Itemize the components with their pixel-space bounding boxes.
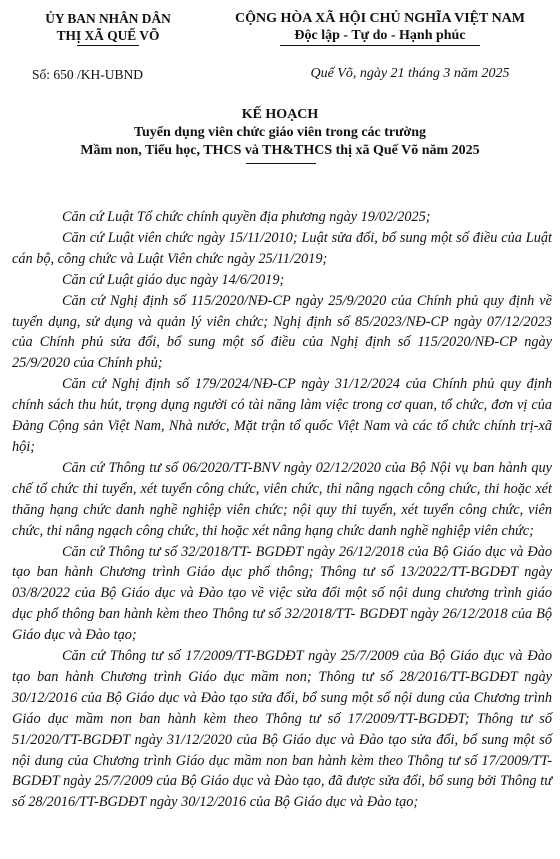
authority-line-1: ỦY BAN NHÂN DÂN	[45, 11, 171, 26]
legal-basis-section	[12, 207, 552, 813]
legal-basis-paragraph: Căn cứ Thông tư số 17/2009/TT-BGDĐT ngày 25/7/2009 của Bộ Giáo dục và Đào tạo ban hành Chương trình Giáo dục mầm non; Thông tư số 28/2016/TT-BGDĐT ngày 30/12/2016 của Bộ Giáo dục và Đào tạo sửa đổi, bổ sung một số nội dung của Chương trình Giáo dục mầm non ban hành kèm theo Thông tư số 17/2009/TT-BGDĐT; Thông tư số 51/2020/TT-BGDĐT ngày 31/12/2020 của Bộ Giáo dục và Đào tạo sửa đổi, bổ sung một số nội dung của Chương trình Giáo dục mầm non ban hành kèm theo Thông tư số 17/2009/TT-BGDĐT ngày 25/7/2009 của Bộ Giáo dục và Đào tạo, đã được sửa đổi, bổ sung bởi Thông tư số 28/2016/TT-BGDĐT ngày 30/12/2016 của Bộ Giáo dục và Đào tạo;	[12, 648, 552, 811]
authority-underline	[77, 45, 139, 46]
authority-line-2: THỊ XÃ QUẾ VÕ	[56, 28, 160, 43]
legal-basis-paragraph: Căn cứ Thông tư số 32/2018/TT- BGDĐT ngày 26/12/2018 của Bộ Giáo dục và Đào tạo ban hành Chương trình Giáo dục phổ thông; Thông tư số 13/2022/TT-BGDĐT ngày 03/8/2022 của Bộ Giáo dục và Đào tạo về việc sửa đổi một số nội dung chương trình giáo dục phổ thông ban hành kèm theo Thông tư số 32/2018/TT- BGDĐT ngày 26/12/2018 của Bộ Giáo dục và Đào tạo;	[12, 543, 552, 644]
title-line-1: Tuyển dụng viên chức giáo viên trong các trường	[133, 125, 427, 140]
place-and-date: Quế Võ, ngày 21 tháng 3 năm 2025	[310, 66, 510, 81]
issuing-authority	[18, 10, 198, 46]
legal-basis-paragraph: Căn cứ Nghị định số 179/2024/NĐ-CP ngày 31/12/2024 của Chính phủ quy định chính sách thu hút, trọng dụng người có tài năng làm việc trong cơ quan, tổ chức, đơn vị của Đảng Cộng sản Việt Nam, Nhà nước, Mặt trận tổ quốc Việt Nam và các tổ chức chính trị-xã hội;	[12, 376, 552, 455]
legal-basis-paragraph: Căn cứ Luật viên chức ngày 15/11/2010; Luật sửa đổi, bổ sung một số điều của Luật cán bộ, công chức và Luật Viên chức ngày 25/11/2019;	[12, 229, 552, 267]
motto-underline	[280, 45, 480, 46]
document-title	[0, 106, 560, 160]
legal-basis-paragraph: Căn cứ Luật Tổ chức chính quyền địa phương ngày 19/02/2025;	[62, 209, 431, 225]
document-number: Số: 650 /KH-UBND	[32, 67, 144, 82]
title-underline	[246, 163, 316, 164]
national-header	[204, 10, 556, 46]
national-motto: Độc lập - Tự do - Hạnh phúc	[294, 28, 466, 43]
document-type: KẾ HOẠCH	[241, 107, 319, 122]
title-line-2: Mầm non, Tiểu học, THCS và TH&THCS thị xã Quế Võ năm 2025	[80, 143, 480, 158]
legal-basis-paragraph: Căn cứ Nghị định số 115/2020/NĐ-CP ngày 25/9/2020 của Chính phủ quy định về tuyển dụng, sử dụng và quản lý viên chức; Nghị định số 85/2023/NĐ-CP ngày 07/12/2023 của Chính phủ sửa đổi, bổ sung một số điều của Nghị định số 115/2020/NĐ-CP ngày 25/9/2020 của Chính phủ;	[12, 292, 552, 372]
nation-title: CỘNG HÒA XÃ HỘI CHỦ NGHĨA VIỆT NAM	[234, 11, 525, 26]
legal-basis-paragraph: Căn cứ Luật giáo dục ngày 14/6/2019;	[62, 271, 285, 288]
legal-basis-paragraph: Căn cứ Thông tư số 06/2020/TT-BNV ngày 02/12/2020 của Bộ Nội vụ ban hành quy chế tổ chức thi tuyển, xét tuyển công chức, viên chức, thi nâng ngạch công chức, thi hoặc xét thăng hạng chức danh nghề nghiệp viên chức; nội quy thi tuyển, xét tuyển công chức, viên chức, thi nâng ngạch công chức, thi hoặc xét nâng hạng chức danh nghề nghiệp viên chức;	[12, 459, 552, 539]
